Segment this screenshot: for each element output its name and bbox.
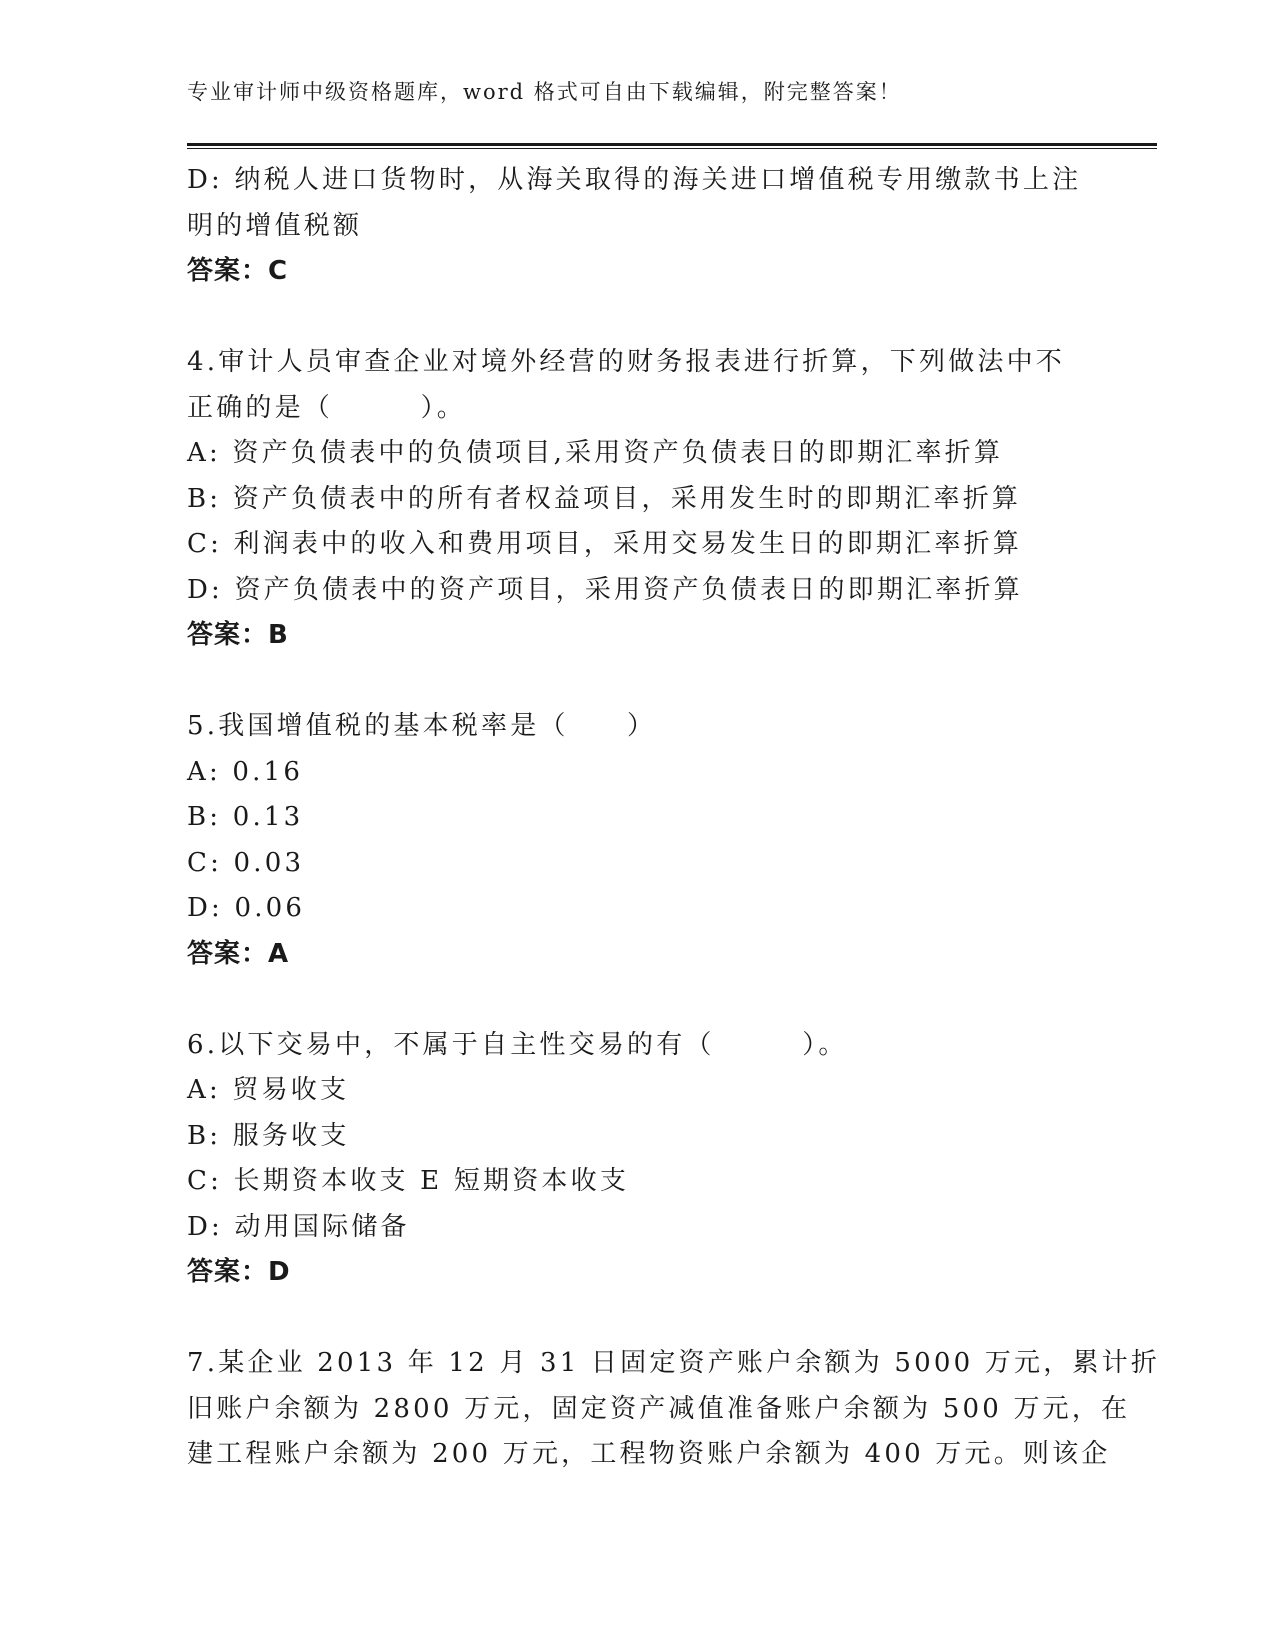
spacer <box>187 1296 1087 1342</box>
q4-stem-line2: 正确的是（ ）。 <box>187 392 467 423</box>
header-rule-thick <box>187 143 1157 146</box>
spacer <box>187 659 1087 705</box>
prev-option-d-line1: D: 纳税人进口货物时，从海关取得的海关进口增值税专用缴款书上注 <box>187 165 1082 195</box>
q7-stem-line3: 建工程账户余额为 200 万元，工程物资账户余额为 400 万元。则该企 <box>187 1439 1111 1469</box>
q5-option-d: D: 0.06 <box>187 893 306 923</box>
q5-option-b: B: 0.13 <box>187 802 304 832</box>
q4-option-a: A: 资产负债表中的负债项目,采用资产负债表日的即期汇率折算 <box>187 438 1004 468</box>
prev-answer: 答案：C <box>187 256 289 286</box>
q5-stem: 5.我国增值税的基本税率是（ ） <box>187 711 657 741</box>
q4-option-d: D: 资产负债表中的资产项目，采用资产负债表日的即期汇率折算 <box>187 574 1023 605</box>
q6-option-a: A: 贸易收支 <box>187 1075 350 1105</box>
q5-option-a: A: 0.16 <box>187 756 304 787</box>
q6-option-d: D: 动用国际储备 <box>187 1211 410 1242</box>
q6-option-b: B: 服务收支 <box>187 1120 350 1151</box>
q6-stem: 6.以下交易中，不属于自主性交易的有（ ）。 <box>187 1029 848 1060</box>
q4-answer: 答案：B <box>187 620 289 650</box>
spacer <box>187 977 1087 1023</box>
q4-stem-line1: 4.审计人员审查企业对境外经营的财务报表进行折算，下列做法中不 <box>187 347 1066 377</box>
q7-stem-line2: 旧账户余额为 2800 万元，固定资产减值准备账户余额为 500 万元，在 <box>187 1393 1131 1424</box>
q5-answer: 答案：A <box>187 938 290 969</box>
page-header: 专业审计师中级资格题库，word 格式可自由下载编辑，附完整答案！ <box>187 80 902 104</box>
header-rule-thin <box>187 148 1157 149</box>
q5-option-c: C: 0.03 <box>187 847 305 878</box>
q4-option-c: C: 利润表中的收入和费用项目，采用交易发生日的即期汇率折算 <box>187 529 1022 559</box>
q4-option-b: B: 资产负债表中的所有者权益项目，采用发生时的即期汇率折算 <box>187 483 1022 514</box>
q6-option-c: C: 长期资本收支 E 短期资本收支 <box>187 1166 630 1196</box>
q6-answer: 答案：D <box>187 1257 291 1287</box>
spacer <box>187 295 1087 341</box>
question-content <box>187 158 1161 1478</box>
q7-stem-line1: 7.某企业 2013 年 12 月 31 日固定资产账户余额为 5000 万元，累计折 <box>187 1348 1161 1378</box>
prev-option-d-line2: 明的增值税额 <box>187 210 363 241</box>
